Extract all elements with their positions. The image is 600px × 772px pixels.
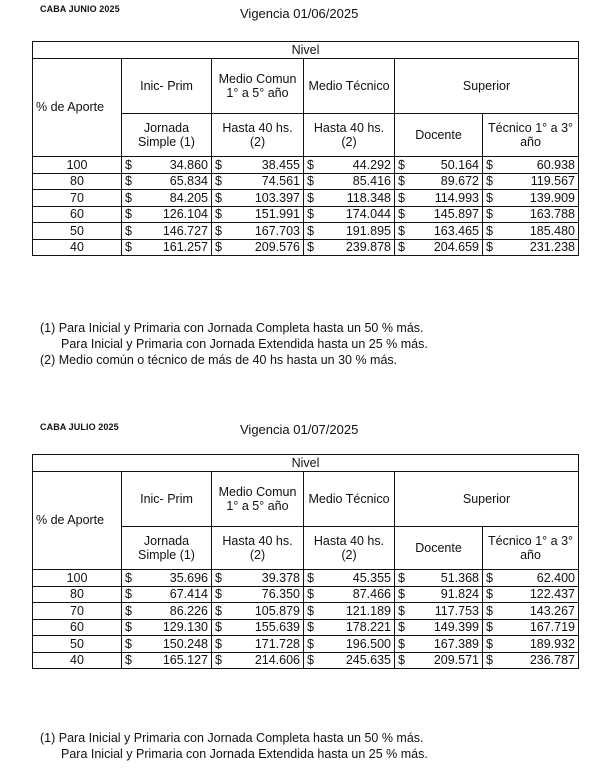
sub-header: Técnico 1° a 3° año (483, 114, 579, 157)
amount-cell (304, 652, 395, 669)
footnote: Para Inicial y Primaria con Jornada Extendida hasta un 25 % más. (61, 747, 428, 761)
amount-cell (304, 603, 395, 620)
currency-sign: $ (398, 587, 405, 602)
currency-sign: $ (125, 570, 132, 585)
currency-sign: $ (307, 570, 314, 585)
currency-sign: $ (125, 240, 132, 255)
currency-sign: $ (486, 223, 493, 238)
amount-cell (395, 652, 483, 669)
section-header (0, 412, 600, 452)
amount-cell (395, 619, 483, 636)
amount-value: 114.993 (434, 190, 479, 205)
pct-cell: 50 (33, 223, 122, 240)
amount-cell (483, 206, 579, 223)
amount-value: 126.104 (162, 207, 208, 222)
fee-table (32, 454, 579, 669)
amount-cell (304, 586, 395, 603)
amount-value: 167.389 (433, 636, 479, 651)
amount-value: 121.189 (345, 603, 391, 618)
currency-sign: $ (486, 653, 493, 668)
currency-sign: $ (215, 620, 222, 635)
amount-value: 39.378 (261, 570, 300, 585)
amount-value: 150.248 (162, 636, 208, 651)
amount-cell (212, 619, 304, 636)
amount-value: 143.267 (529, 603, 576, 618)
amount-cell (395, 157, 483, 174)
currency-sign: $ (307, 174, 314, 189)
amount-value: 236.787 (529, 653, 576, 668)
amount-cell (304, 190, 395, 207)
nivel-header: Nivel (33, 42, 579, 59)
pct-cell: 70 (33, 190, 122, 207)
amount-value: 35.696 (169, 570, 208, 585)
level-header: Superior (395, 472, 579, 527)
amount-value: 161.257 (162, 240, 208, 255)
amount-cell (212, 190, 304, 207)
amount-value: 65.834 (169, 174, 208, 189)
pct-cell: 60 (33, 206, 122, 223)
amount-cell (122, 636, 212, 653)
amount-cell (304, 206, 395, 223)
currency-sign: $ (486, 240, 493, 255)
table-row (33, 652, 579, 669)
level-header: Superior (395, 59, 579, 114)
currency-sign: $ (215, 587, 222, 602)
amount-cell (395, 190, 483, 207)
footnote: (2) Medio común o técnico de más de 40 hs hasta un 30 % más. (40, 353, 398, 367)
amount-value: 118.348 (346, 190, 391, 205)
amount-cell (122, 652, 212, 669)
currency-sign: $ (215, 636, 222, 651)
amount-value: 149.399 (433, 620, 479, 635)
amount-cell (122, 173, 212, 190)
currency-sign: $ (215, 653, 222, 668)
amount-value: 89.672 (440, 174, 479, 189)
level-header: Medio Técnico (304, 472, 395, 527)
amount-cell (395, 173, 483, 190)
currency-sign: $ (307, 636, 314, 651)
amount-value: 60.938 (536, 157, 576, 172)
amount-cell (212, 603, 304, 620)
table-row (33, 619, 579, 636)
amount-cell (122, 157, 212, 174)
currency-sign: $ (398, 570, 405, 585)
currency-sign: $ (398, 653, 405, 668)
currency-sign: $ (215, 223, 222, 238)
amount-cell (483, 223, 579, 240)
amount-value: 51.368 (440, 570, 479, 585)
amount-value: 117.753 (434, 603, 479, 618)
amount-cell (122, 223, 212, 240)
amount-value: 129.130 (162, 620, 208, 635)
amount-cell (395, 223, 483, 240)
footnotes (40, 320, 428, 368)
amount-value: 86.226 (169, 603, 208, 618)
currency-sign: $ (125, 157, 132, 172)
amount-cell (483, 586, 579, 603)
amount-cell (395, 570, 483, 587)
amount-cell (304, 173, 395, 190)
section-junio (0, 0, 600, 367)
currency-sign: $ (398, 157, 405, 172)
currency-sign: $ (398, 190, 405, 205)
amount-cell (395, 239, 483, 256)
amount-value: 76.350 (261, 587, 300, 602)
amount-cell (395, 603, 483, 620)
pct-cell: 80 (33, 173, 122, 190)
table-row (33, 223, 579, 240)
amount-cell (212, 223, 304, 240)
amount-value: 45.355 (352, 570, 391, 585)
amount-value: 91.824 (440, 587, 479, 602)
amount-cell (304, 239, 395, 256)
currency-sign: $ (125, 620, 132, 635)
amount-value: 231.238 (529, 240, 576, 255)
sub-header: Hasta 40 hs. (2) (304, 527, 395, 570)
amount-value: 209.576 (254, 240, 300, 255)
level-header: Medio Comun 1° a 5° año (212, 59, 304, 114)
currency-sign: $ (307, 223, 314, 238)
footnote: (1) Para Inicial y Primaria con Jornada Completa hasta un 50 % más. (40, 321, 424, 335)
amount-cell (122, 570, 212, 587)
currency-sign: $ (307, 587, 314, 602)
vigencia-text: Vigencia 01/07/2025 (240, 422, 359, 437)
amount-value: 74.561 (261, 174, 300, 189)
currency-sign: $ (486, 570, 493, 585)
table-row (33, 636, 579, 653)
currency-sign: $ (215, 157, 222, 172)
amount-value: 191.895 (345, 223, 391, 238)
amount-cell (395, 206, 483, 223)
amount-cell (122, 239, 212, 256)
amount-cell (483, 636, 579, 653)
amount-value: 67.414 (169, 587, 208, 602)
amount-value: 239.878 (345, 240, 391, 255)
amount-cell (122, 190, 212, 207)
amount-value: 189.932 (529, 636, 576, 651)
pct-cell: 40 (33, 239, 122, 256)
currency-sign: $ (125, 653, 132, 668)
amount-value: 145.897 (433, 207, 479, 222)
amount-cell (304, 619, 395, 636)
currency-sign: $ (486, 620, 493, 635)
amount-value: 38.455 (261, 157, 300, 172)
table-row (33, 173, 579, 190)
amount-cell (483, 570, 579, 587)
amount-cell (483, 157, 579, 174)
amount-cell (212, 652, 304, 669)
amount-value: 155.639 (254, 620, 300, 635)
amount-value: 85.416 (352, 174, 391, 189)
sub-header: Docente (395, 527, 483, 570)
amount-value: 214.606 (254, 653, 300, 668)
pct-cell: 100 (33, 570, 122, 587)
amount-value: 196.500 (345, 636, 391, 651)
amount-cell (304, 570, 395, 587)
amount-value: 62.400 (536, 570, 576, 585)
currency-sign: $ (215, 190, 222, 205)
currency-sign: $ (125, 223, 132, 238)
section-julio (0, 412, 600, 761)
amount-value: 204.659 (433, 240, 479, 255)
currency-sign: $ (307, 240, 314, 255)
section-header (0, 0, 600, 40)
footnote: (1) Para Inicial y Primaria con Jornada Completa hasta un 50 % más. (40, 731, 424, 745)
currency-sign: $ (486, 636, 493, 651)
amount-cell (212, 157, 304, 174)
amount-value: 84.205 (169, 190, 208, 205)
pct-cell: 40 (33, 652, 122, 669)
level-header: Inic- Prim (122, 59, 212, 114)
amount-cell (483, 619, 579, 636)
amount-value: 146.727 (162, 223, 208, 238)
currency-sign: $ (398, 603, 405, 618)
currency-sign: $ (307, 190, 314, 205)
currency-sign: $ (307, 207, 314, 222)
currency-sign: $ (398, 240, 405, 255)
currency-sign: $ (215, 174, 222, 189)
currency-sign: $ (125, 587, 132, 602)
table-row (33, 603, 579, 620)
currency-sign: $ (486, 157, 493, 172)
amount-value: 44.292 (352, 157, 391, 172)
level-header: Medio Comun 1° a 5° año (212, 472, 304, 527)
amount-value: 209.571 (433, 653, 479, 668)
currency-sign: $ (486, 207, 493, 222)
amount-cell (212, 173, 304, 190)
currency-sign: $ (125, 603, 132, 618)
currency-sign: $ (125, 636, 132, 651)
pct-cell: 80 (33, 586, 122, 603)
amount-cell (483, 603, 579, 620)
amount-value: 34.860 (169, 157, 208, 172)
currency-sign: $ (125, 174, 132, 189)
amount-cell (212, 206, 304, 223)
table-row (33, 190, 579, 207)
amount-value: 163.465 (433, 223, 479, 238)
table-row (33, 157, 579, 174)
currency-sign: $ (486, 603, 493, 618)
level-header: Inic- Prim (122, 472, 212, 527)
table-row (33, 239, 579, 256)
amount-cell (304, 223, 395, 240)
vigencia-text: Vigencia 01/06/2025 (240, 6, 359, 21)
amount-value: 122.437 (529, 587, 576, 602)
currency-sign: $ (398, 207, 405, 222)
table-row (33, 570, 579, 587)
amount-cell (483, 239, 579, 256)
amount-cell (212, 636, 304, 653)
currency-sign: $ (215, 207, 222, 222)
amount-cell (122, 206, 212, 223)
currency-sign: $ (215, 603, 222, 618)
sub-header: Docente (395, 114, 483, 157)
sub-header: Jornada Simple (1) (122, 527, 212, 570)
amount-value: 103.397 (254, 190, 300, 205)
amount-cell (483, 173, 579, 190)
currency-sign: $ (307, 620, 314, 635)
currency-sign: $ (486, 587, 493, 602)
amount-value: 167.703 (254, 223, 300, 238)
currency-sign: $ (398, 620, 405, 635)
currency-sign: $ (486, 174, 493, 189)
table-row (33, 586, 579, 603)
currency-sign: $ (307, 603, 314, 618)
sub-header: Hasta 40 hs. (2) (212, 114, 304, 157)
section-label: CABA JUNIO 2025 (40, 4, 120, 14)
pct-header: % de Aporte (33, 59, 122, 157)
currency-sign: $ (398, 636, 405, 651)
amount-value: 185.480 (529, 223, 576, 238)
currency-sign: $ (215, 240, 222, 255)
section-label: CABA JULIO 2025 (40, 422, 119, 432)
amount-cell (212, 239, 304, 256)
pct-cell: 70 (33, 603, 122, 620)
currency-sign: $ (398, 174, 405, 189)
amount-value: 174.044 (345, 207, 391, 222)
amount-cell (483, 190, 579, 207)
amount-cell (304, 636, 395, 653)
amount-value: 50.164 (440, 157, 479, 172)
sub-header: Técnico 1° a 3° año (483, 527, 579, 570)
sub-header: Jornada Simple (1) (122, 114, 212, 157)
amount-value: 105.879 (254, 603, 300, 618)
amount-value: 139.909 (529, 190, 576, 205)
footnotes (40, 730, 428, 762)
amount-cell (304, 157, 395, 174)
amount-cell (122, 603, 212, 620)
amount-value: 119.567 (530, 174, 576, 189)
pct-header: % de Aporte (33, 472, 122, 570)
amount-cell (395, 636, 483, 653)
footnote: Para Inicial y Primaria con Jornada Extendida hasta un 25 % más. (61, 337, 428, 351)
currency-sign: $ (398, 223, 405, 238)
sub-header: Hasta 40 hs. (2) (212, 527, 304, 570)
pct-cell: 100 (33, 157, 122, 174)
currency-sign: $ (125, 207, 132, 222)
amount-cell (212, 586, 304, 603)
amount-value: 151.991 (254, 207, 300, 222)
amount-cell (483, 652, 579, 669)
sub-header: Hasta 40 hs. (2) (304, 114, 395, 157)
amount-cell (395, 586, 483, 603)
currency-sign: $ (486, 190, 493, 205)
amount-cell (122, 619, 212, 636)
pct-cell: 60 (33, 619, 122, 636)
level-header: Medio Técnico (304, 59, 395, 114)
table-row (33, 206, 579, 223)
amount-value: 167.719 (529, 620, 576, 635)
currency-sign: $ (215, 570, 222, 585)
fee-table (32, 41, 579, 256)
amount-cell (122, 586, 212, 603)
nivel-header: Nivel (33, 455, 579, 472)
currency-sign: $ (307, 653, 314, 668)
amount-value: 178.221 (345, 620, 391, 635)
amount-value: 163.788 (529, 207, 576, 222)
amount-value: 245.635 (345, 653, 391, 668)
amount-value: 165.127 (162, 653, 208, 668)
amount-value: 171.728 (254, 636, 300, 651)
currency-sign: $ (307, 157, 314, 172)
pct-cell: 50 (33, 636, 122, 653)
currency-sign: $ (125, 190, 132, 205)
amount-cell (212, 570, 304, 587)
amount-value: 87.466 (352, 587, 391, 602)
